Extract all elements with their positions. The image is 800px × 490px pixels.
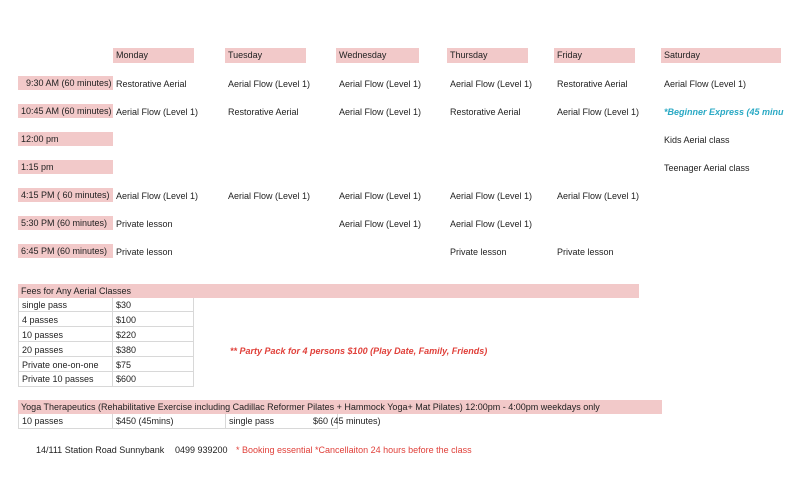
day-header-wednesday: Wednesday bbox=[336, 48, 419, 63]
class-cell: Private lesson bbox=[450, 247, 507, 257]
class-cell: Aerial Flow (Level 1) bbox=[228, 191, 311, 201]
class-cell-beginner-express: *Beginner Express (45 minu bbox=[664, 107, 784, 117]
day-header-saturday: Saturday bbox=[661, 48, 781, 63]
day-header-friday: Friday bbox=[554, 48, 635, 63]
fee-row bbox=[18, 298, 194, 312]
class-cell: Aerial Flow (Level 1) bbox=[450, 79, 533, 89]
time-label-1200: 12:00 pm bbox=[18, 132, 113, 146]
footer-phone: 0499 939200 bbox=[175, 445, 228, 455]
class-cell: Restorative Aerial bbox=[116, 79, 187, 89]
fee-row bbox=[18, 313, 194, 327]
day-header-monday: Monday bbox=[113, 48, 194, 63]
class-cell: Restorative Aerial bbox=[557, 79, 628, 89]
time-label-0530: 5:30 PM (60 minutes) bbox=[18, 216, 113, 230]
footer-booking-note: * Booking essential *Cancellaiton 24 hours before the class bbox=[236, 445, 472, 455]
fee-label: 20 passes bbox=[22, 345, 64, 355]
class-cell: Aerial Flow (Level 1) bbox=[339, 219, 422, 229]
fee-price: $600 bbox=[116, 374, 137, 384]
time-label-0115: 1:15 pm bbox=[18, 160, 113, 174]
class-cell: Kids Aerial class bbox=[664, 135, 730, 145]
class-cell: Aerial Flow (Level 1) bbox=[228, 79, 311, 89]
class-cell: Aerial Flow (Level 1) bbox=[339, 79, 422, 89]
class-cell: Aerial Flow (Level 1) bbox=[116, 107, 199, 117]
yoga-divider bbox=[225, 414, 226, 429]
time-label-1045: 10:45 AM (60 minutes) bbox=[18, 104, 113, 118]
yoga-10-passes-price: $450 (45mins) bbox=[116, 416, 174, 426]
fee-row bbox=[18, 372, 194, 386]
fee-label: 4 passes bbox=[22, 315, 59, 325]
fee-row bbox=[18, 358, 194, 372]
class-cell: Aerial Flow (Level 1) bbox=[557, 107, 640, 117]
fee-label: Private one-on-one bbox=[22, 360, 99, 370]
yoga-10-passes-label: 10 passes bbox=[22, 416, 64, 426]
yoga-divider bbox=[112, 414, 113, 429]
yoga-table bbox=[18, 414, 338, 429]
fee-row bbox=[18, 343, 194, 357]
class-cell: Aerial Flow (Level 1) bbox=[339, 107, 422, 117]
day-header-thursday: Thursday bbox=[447, 48, 528, 63]
footer-address: 14/111 Station Road Sunnybank bbox=[36, 445, 165, 455]
yoga-single-pass-label: single pass bbox=[229, 416, 275, 426]
fee-price: $380 bbox=[116, 345, 137, 355]
day-header-tuesday: Tuesday bbox=[225, 48, 306, 63]
class-cell: Teenager Aerial class bbox=[664, 163, 750, 173]
party-pack-note: ** Party Pack for 4 persons $100 (Play Date, Family, Friends) bbox=[230, 346, 488, 356]
fee-price: $220 bbox=[116, 330, 137, 340]
class-cell: Private lesson bbox=[557, 247, 614, 257]
time-label-0930: 9:30 AM (60 minutes) bbox=[18, 76, 113, 90]
class-cell: Aerial Flow (Level 1) bbox=[664, 79, 747, 89]
class-cell: Aerial Flow (Level 1) bbox=[450, 219, 533, 229]
fee-label: 10 passes bbox=[22, 330, 64, 340]
class-cell: Aerial Flow (Level 1) bbox=[450, 191, 533, 201]
class-cell: Restorative Aerial bbox=[450, 107, 521, 117]
class-cell: Restorative Aerial bbox=[228, 107, 299, 117]
fee-label: single pass bbox=[22, 300, 68, 310]
fee-price: $100 bbox=[116, 315, 137, 325]
fee-row bbox=[18, 328, 194, 342]
class-cell: Private lesson bbox=[116, 219, 173, 229]
fee-label: Private 10 passes bbox=[22, 374, 94, 384]
time-label-0645: 6:45 PM (60 minutes) bbox=[18, 244, 113, 258]
yoga-single-pass-price: $60 (45 minutes) bbox=[313, 416, 381, 426]
time-label-0415: 4:15 PM ( 60 minutes) bbox=[18, 188, 113, 202]
class-cell: Aerial Flow (Level 1) bbox=[557, 191, 640, 201]
fee-price: $75 bbox=[116, 360, 132, 370]
fee-price: $30 bbox=[116, 300, 132, 310]
yoga-title: Yoga Therapeutics (Rehabilitative Exercise including Cadillac Reformer Pilates + Hammock Yoga+ Mat Pilates) 12:00pm - 4:00pm weekdays only bbox=[18, 400, 662, 414]
fees-title: Fees for Any Aerial Classes bbox=[18, 284, 639, 298]
class-cell: Aerial Flow (Level 1) bbox=[116, 191, 199, 201]
class-cell: Private lesson bbox=[116, 247, 173, 257]
class-cell: Aerial Flow (Level 1) bbox=[339, 191, 422, 201]
